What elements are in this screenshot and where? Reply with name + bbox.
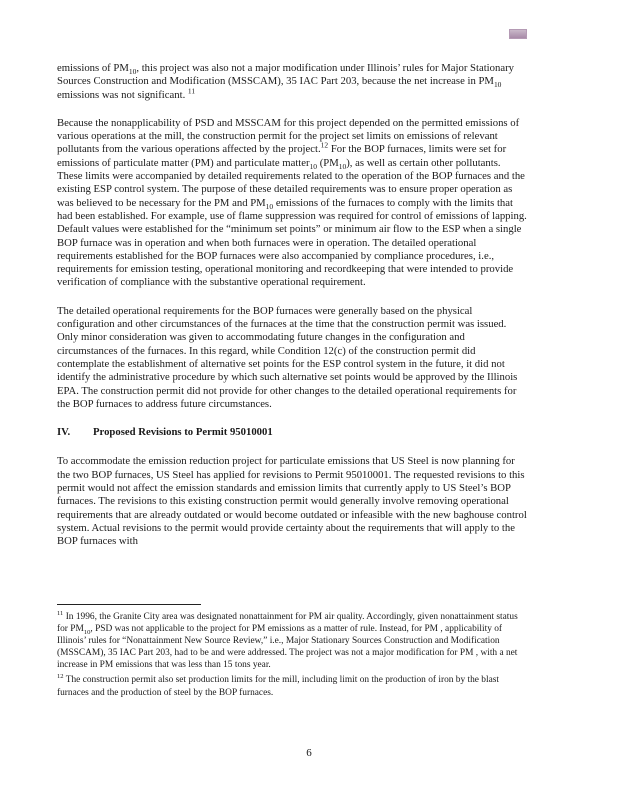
section-heading — [57, 426, 527, 439]
paragraph-1: emissions of $PM_{10}$, this project was also not a major modification under Illinois’ rules for Major Stationary Sources Construction and Modification (MSSCAM), 35 IAC Part 203, because the net increase in $PM_{10}$ emissions was not significant. $^{11}$ — [57, 62, 514, 101]
footnote-divider — [57, 604, 201, 605]
stamp-mark — [509, 29, 527, 39]
footnotes — [57, 611, 527, 702]
footnote-ref-12: 12 — [320, 140, 329, 150]
paragraph-3: The detailed operational requirements for the BOP furnaces were generally based on the physical configuration and other circumstances of the furnaces at the time that the construction permit was issued. Only minor consideration was given to accommodating future changes in the configuration and circumstances of the furnaces. In this regard, while Condition 12(c) of the construction permit did contemplate the establishment of alternative set points for the ESP control system in the future, it did not identify the administrative procedure by which such alternative set points would be approved by the Illinois EPA. The construction permit did not provide for other changes to the detailed operational requirements for the BOP furnaces to address future circumstances. — [57, 304, 518, 410]
section-number: IV. — [57, 426, 71, 439]
page-number: 6 — [306, 747, 312, 759]
footnote-ref-11: 11 — [187, 86, 196, 96]
section-title: Proposed Revisions to Permit 95010001 — [93, 426, 273, 439]
body-text — [57, 62, 527, 564]
footnote-11: $^{11}$ In 1996, the Granite City area was designated nonattainment for PM air quality. Accordingly, given nonattainment status for $PM_{10}$, PSD was not applicable to the project for PM emissions as a matter of rule. Instead, for PM , applicability of Illinois’ rules for “Nonattainment New Source Review,” i.e., Major Stationary Sources Construction and Modification (MSSCAM), 35 IAC Part 203, had to be and were addressed. The project was not a major modification for PM , with a net increase in PM emissions that was less than 15 tons year. — [57, 609, 518, 671]
footnote-12: $^{12}$ The construction permit also set production limits for the mill, including limit on the production of iron by the blast furnaces and the production of steel by the BOP furnaces. — [57, 673, 500, 698]
paragraph-2: Because the nonapplicability of PSD and MSSCAM for this project depended on the permitted emissions of various operations at the mill, the construction permit for the project set limits on emissions of relevant pollutants from the various operations affected by the project.$^{12}$ For the BOP furnaces, limits were set for emissions of particulate matter (PM) and particulate matter$_{10}$ $(PM_{10})$, as well as certain other pollutants. These limits were accompanied by detailed requirements related to the operation of the BOP furnaces and the existing ESP control system. The purpose of these detailed requirements was to ensure proper operation as was believed to be necessary for the PM and $PM_{10}$ emissions of the furnaces to comply with the limits that had been established. For example, use of flame suppression was required for control of emissions of lapping. Default values were established for the “minimum set points” or minimum air flow to the ESP when a single BOP furnace was in operation and when both furnaces were in operation. The detailed operational requirements established for the BOP furnaces were also accompanied by compliance procedures, i.e., requirements for emission testing, operational monitoring and recordkeeping that were intended to provide verification of compliance with the substantive operational requirement. — [57, 116, 527, 289]
paragraph-4: To accommodate the emission reduction project for particulate emissions that US Steel is now planning for the two BOP furnaces, US Steel has applied for revisions to Permit 95010001. The requested revisions to this permit would not affect the emission standards and emission limits that currently apply to US Steel’s BOP furnaces. The revisions to this existing construction permit would generally involve removing operational requirements that are already outdated or would become outdated or infeasible with the new baghouse control system. Actual revisions to the permit would provide certainty about the requirements that will apply to the BOP furnaces with — [57, 455, 527, 548]
